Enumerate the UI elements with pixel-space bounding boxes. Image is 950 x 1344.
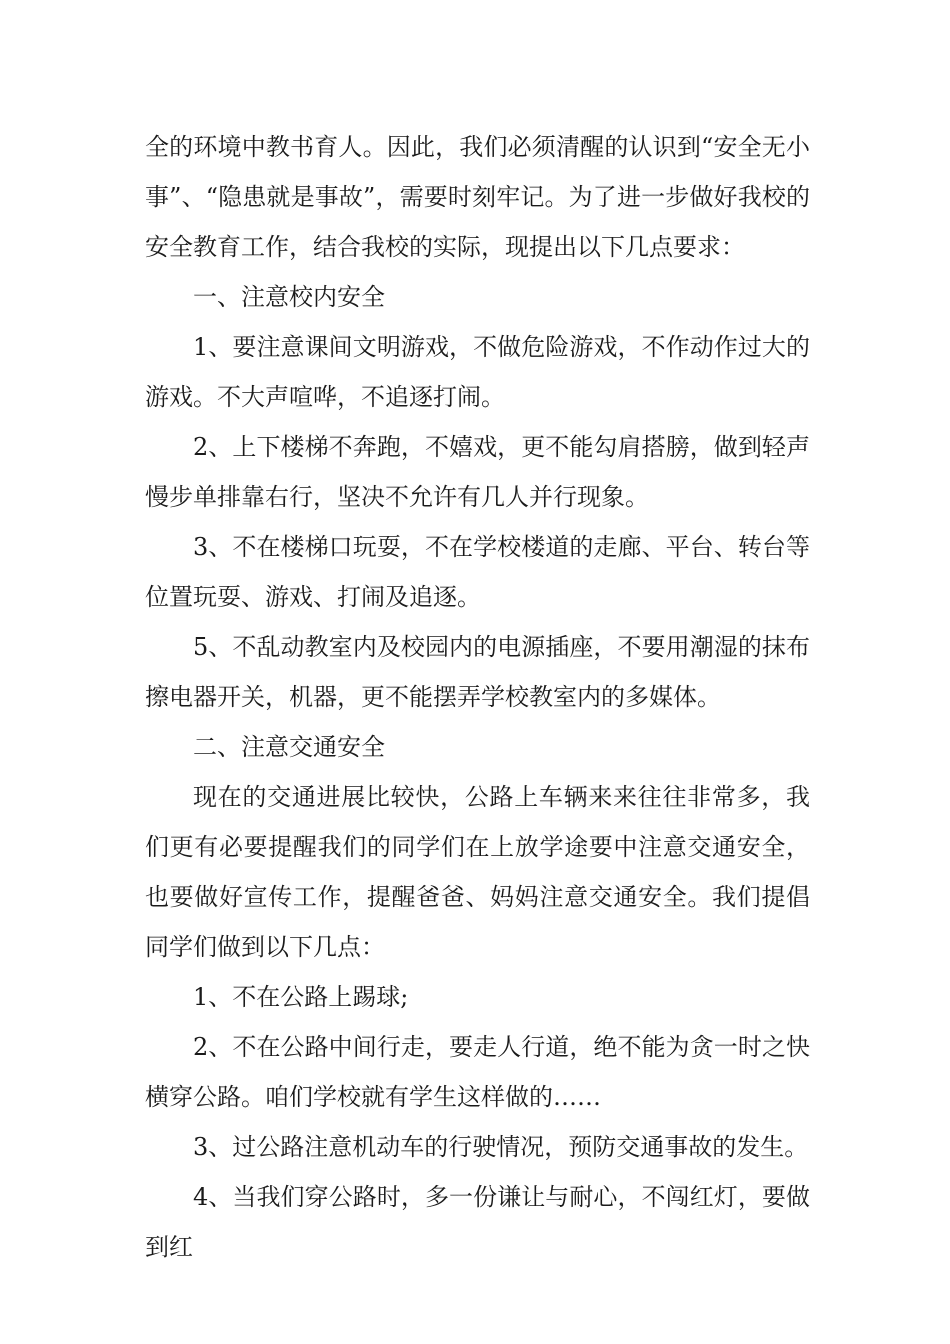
- list-item-traffic-1: 1、不在公路上踢球;: [193, 983, 409, 1011]
- section-heading-campus-safety: 一、注意校内安全: [193, 283, 385, 311]
- paragraph-intro: 全的环境中教书育人。因此，我们必须清醒的认识到“安全无小事”、“隐患就是事故”，需要时刻牢记。为了进一步做好我校的安全教育工作，结合我校的实际，现提出以下几点要求：: [145, 133, 810, 261]
- paragraph-traffic-intro: 现在的交通进展比较快，公路上车辆来来往往非常多，我们更有必要提醒我们的同学们在上放学途要中注意交通安全，也要做好宣传工作，提醒爸爸、妈妈注意交通安全。我们提倡同学们做到以下几点：: [145, 783, 810, 961]
- list-item-campus-3: 3、不在楼梯口玩耍，不在学校楼道的走廊、平台、转台等位置玩耍、游戏、打闹及追逐。: [145, 533, 810, 611]
- list-item-traffic-4: 4、当我们穿公路时，多一份谦让与耐心，不闯红灯，要做到红: [145, 1183, 810, 1261]
- list-item-traffic-2: 2、不在公路中间行走，要走人行道，绝不能为贪一时之快横穿公路。咱们学校就有学生这样做的……: [145, 1033, 810, 1111]
- list-item-campus-2: 2、上下楼梯不奔跑，不嬉戏，更不能勾肩搭膀，做到轻声慢步单排靠右行，坚决不允许有几人并行现象。: [145, 433, 810, 511]
- list-item-traffic-3: 3、过公路注意机动车的行驶情况，预防交通事故的发生。: [193, 1133, 809, 1161]
- document-body: [145, 122, 810, 1272]
- list-item-campus-1: 1、要注意课间文明游戏，不做危险游戏，不作动作过大的游戏。不大声喧哗，不追逐打闹。: [145, 333, 810, 411]
- section-heading-traffic-safety: 二、注意交通安全: [193, 733, 385, 761]
- list-item-campus-5: 5、不乱动教室内及校园内的电源插座，不要用潮湿的抹布擦电器开关，机器，更不能摆弄学校教室内的多媒体。: [145, 633, 810, 711]
